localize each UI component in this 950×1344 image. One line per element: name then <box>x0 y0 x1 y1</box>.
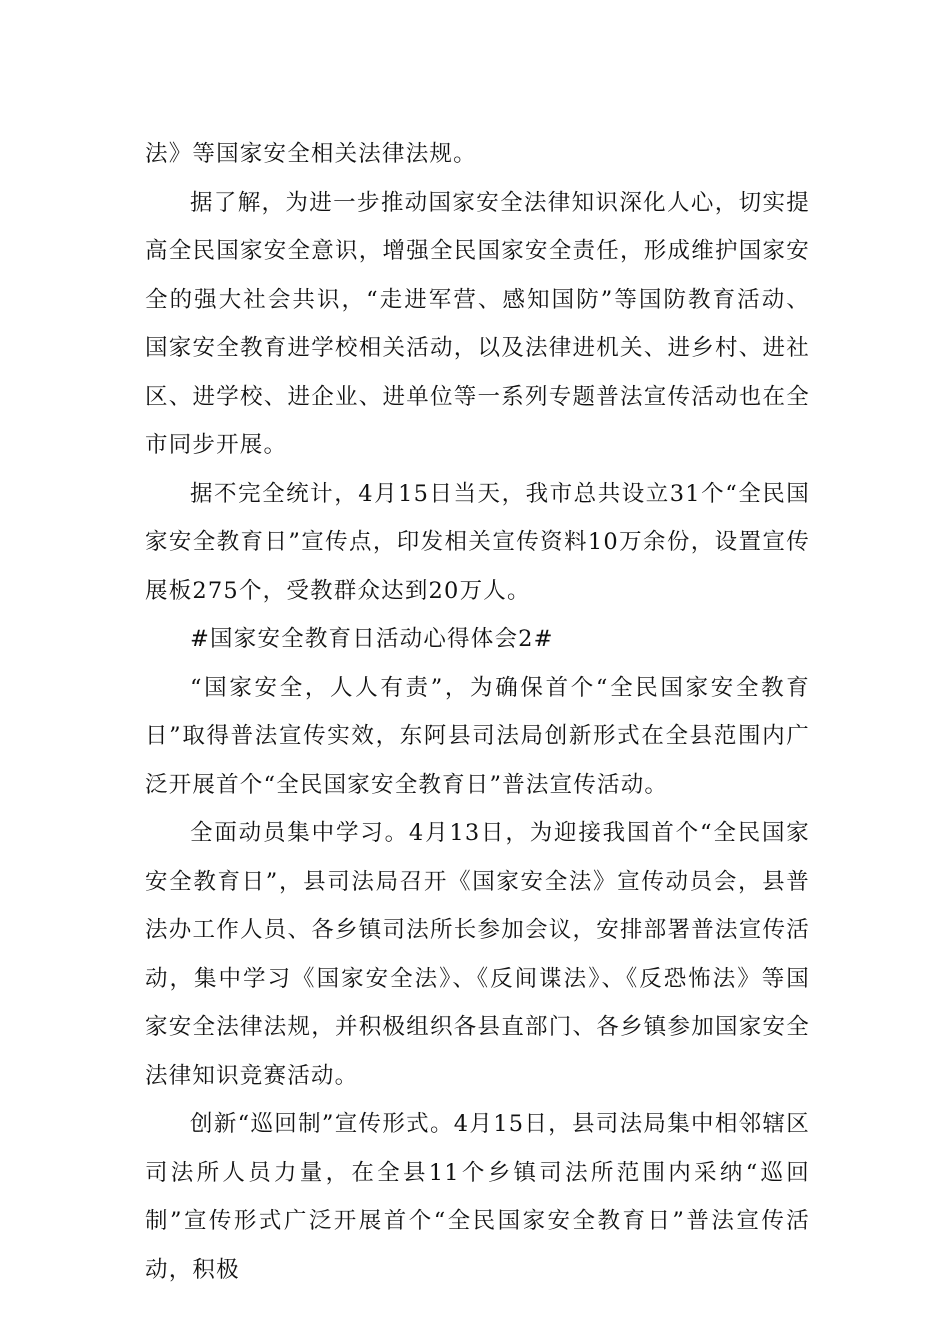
paragraph-statistics: 据不完全统计，4月15日当天，我市总共设立31个“全民国家安全教育日”宣传点，印发相关宣传资料10万余份，设置宣传展板275个，受教群众达到20万人。 <box>145 480 810 604</box>
section-heading: #国家安全教育日活动心得体会2# <box>190 626 554 652</box>
paragraph-continuation: 法》等国家安全相关法律法规。 <box>145 141 477 167</box>
paragraph-background: 据了解，为进一步推动国家安全法律知识深化人心，切实提高全民国家安全意识，增强全民国家安全责任，形成维护国家安全的强大社会共识，“走进军营、感知国防”等国防教育活动、国家安全教育进学校相关活动，以及法律进机关、进乡村、进社区、进学校、进企业、进单位等一系列专题普法宣传活动也在全市同步开展。 <box>145 189 810 458</box>
paragraph-intro: “国家安全，人人有责”，为确保首个“全民国家安全教育日”取得普法宣传实效，东阿县司法局创新形式在全县范围内广泛开展首个“全民国家安全教育日”普法宣传活动。 <box>145 674 810 798</box>
paragraph-mobilization: 全面动员集中学习。4月13日，为迎接我国首个“全民国家安全教育日”，县司法局召开《国家安全法》宣传动员会，县普法办工作人员、各乡镇司法所长参加会议，安排部署普法宣传活动，集中学习《国家安全法》、《反间谍法》、《反恐怖法》等国家安全法律法规，并积极组织各县直部门、各乡镇参加国家安全法律知识竞赛活动。 <box>145 820 810 1089</box>
document-body <box>145 130 810 1294</box>
paragraph-innovation: 创新“巡回制”宣传形式。4月15日，县司法局集中相邻辖区司法所人员力量，在全县11个乡镇司法所范围内采纳“巡回制”宣传形式广泛开展首个“全民国家安全教育日”普法宣传活动，积极 <box>145 1111 810 1283</box>
